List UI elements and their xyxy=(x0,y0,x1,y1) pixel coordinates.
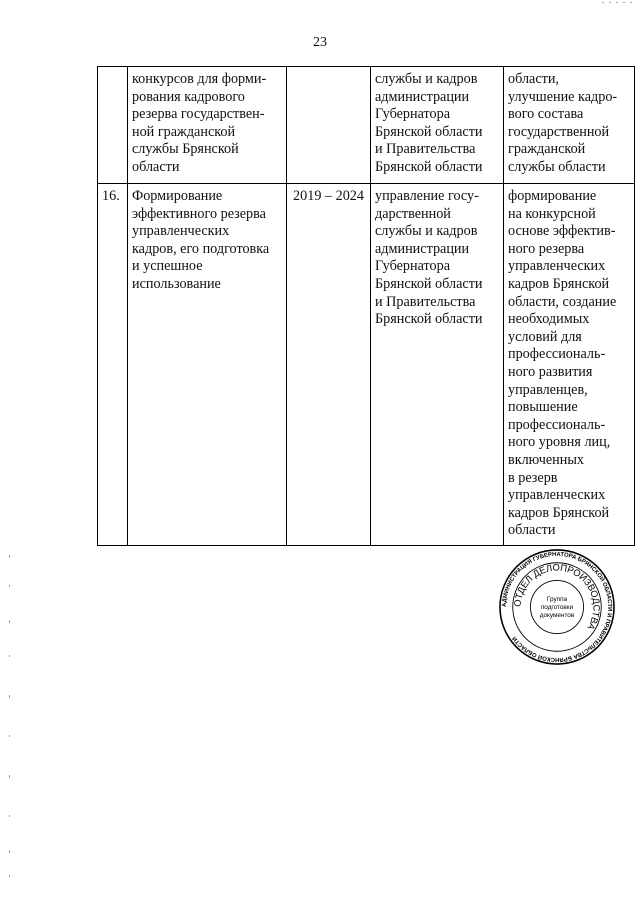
stamp-ring-text: ОТДЕЛ ДЕЛОПРОИЗВОДСТВА xyxy=(512,562,602,632)
stamp-center-line: Группа xyxy=(546,596,568,604)
page-number: 23 xyxy=(313,35,327,50)
scan-edge-marks xyxy=(6,545,14,885)
event-cell: конкурсов для форми- рования кадрового резерва государствен- ной гражданской службы Брянской области xyxy=(128,67,287,184)
row-number-cell: 16. xyxy=(98,184,128,546)
responsible-cell: управление госу- дарственной службы и кадров администрации Губернатора Брянской области и Правительства Брянской области xyxy=(371,184,504,546)
stamp-center-line: подготовки xyxy=(540,603,574,611)
result-cell: области, улучшение кадро- вого состава государственной гражданской службы области xyxy=(504,67,635,184)
period-cell: 2019 – 2024 xyxy=(287,184,371,546)
stamp-outer-text: АДМИНИСТРАЦИЯ ГУБЕРНАТОРА БРЯНСКОЙ ОБЛАСТИ И ПРАВИТЕЛЬСТВА БРЯНСКОЙ ОБЛАСТИ xyxy=(501,551,613,663)
row-number-cell xyxy=(98,67,128,184)
result-cell: формирование на конкурсной основе эффектив- ного резерва управленческих кадров Брянской области, создание необходимых условий для профессиональ- ного развития управленцев, повышение профессиональ- ного уровня лиц, включенных в резерв управленческих кадров Брянской области xyxy=(504,184,635,546)
responsible-cell: службы и кадров администрации Губернатора Брянской области и Правительства Брянской области xyxy=(371,67,504,184)
stamp-center-line: документов xyxy=(539,611,575,619)
scan-corner-marks xyxy=(600,0,638,6)
period-cell xyxy=(287,67,371,184)
table-row xyxy=(98,184,635,546)
event-cell: Формирование эффективного резерва управленческих кадров, его подготовка и успешное использование xyxy=(128,184,287,546)
official-stamp xyxy=(498,548,616,666)
table-row xyxy=(98,67,635,184)
plan-table xyxy=(97,66,635,546)
